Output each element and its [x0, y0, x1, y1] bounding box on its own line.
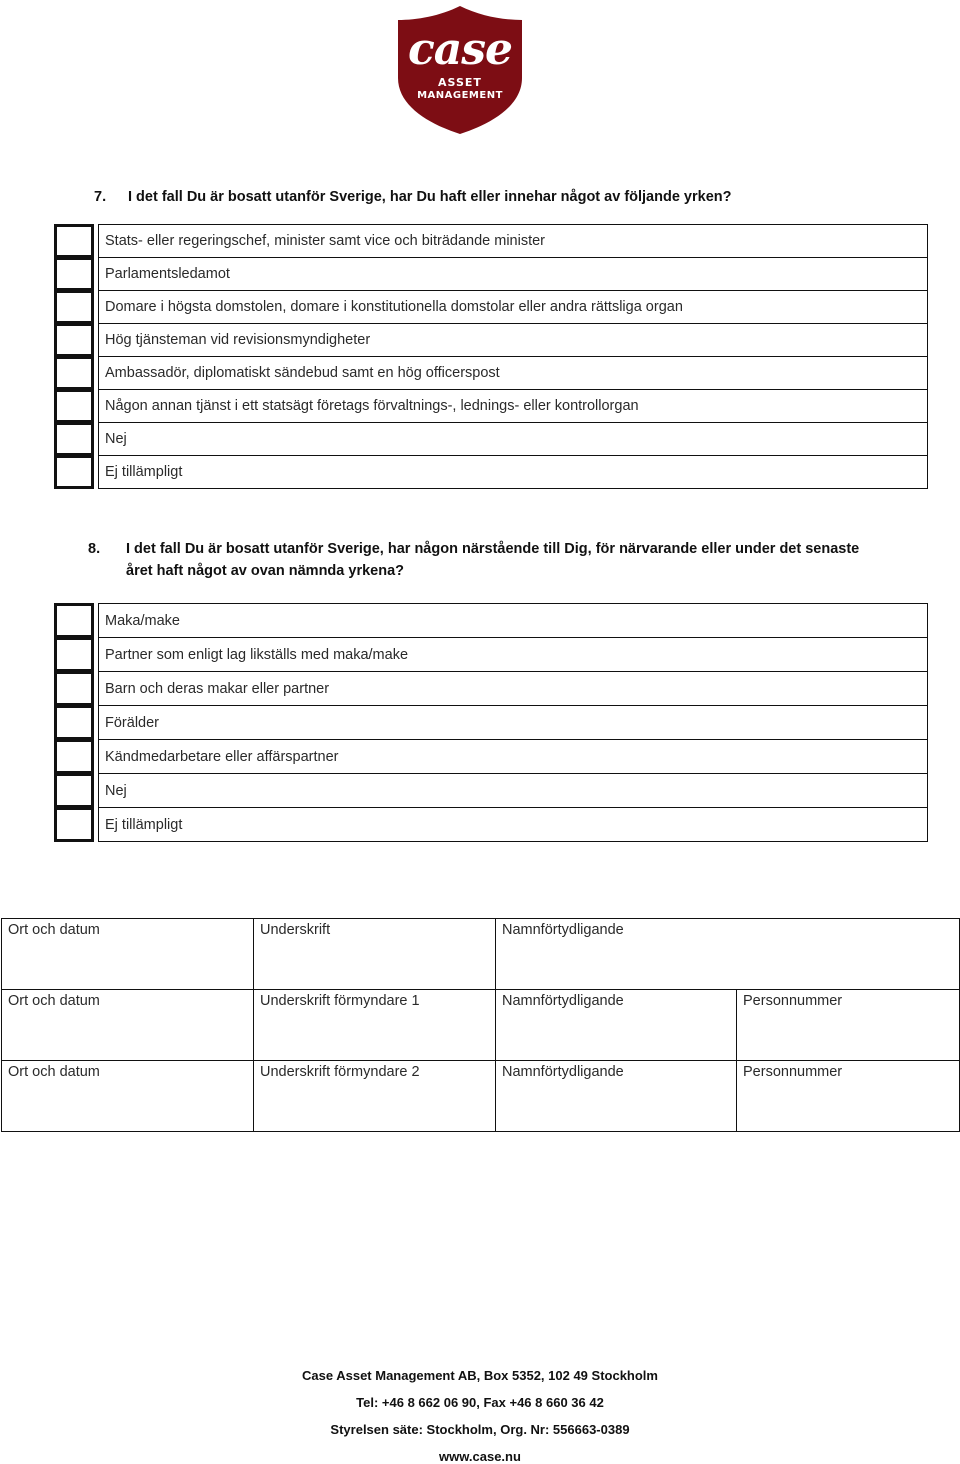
- checkbox-option[interactable]: [54, 603, 928, 638]
- checkbox[interactable]: [54, 637, 94, 672]
- checkbox-option[interactable]: [54, 637, 928, 672]
- checkbox[interactable]: [54, 290, 94, 324]
- footer-registration: Styrelsen säte: Stockholm, Org. Nr: 556663-0389: [330, 1422, 630, 1437]
- checkbox-option[interactable]: [54, 224, 928, 258]
- checkbox[interactable]: [54, 224, 94, 258]
- question-text-line2: året haft något av ovan nämnda yrkena?: [126, 563, 404, 579]
- checkbox-option[interactable]: [54, 773, 928, 808]
- checkbox[interactable]: [54, 323, 94, 357]
- signature-field[interactable]: Namnförtydligande: [496, 919, 960, 990]
- signature-field[interactable]: Namnförtydligande: [496, 1061, 737, 1132]
- checkbox-label: Domare i högsta domstolen, domare i konstitutionella domstolar eller andra rättsliga organ: [98, 290, 928, 324]
- checkbox-option[interactable]: [54, 356, 928, 390]
- signature-row: [2, 919, 960, 990]
- checkbox-label: Barn och deras makar eller partner: [98, 671, 928, 706]
- checkbox[interactable]: [54, 455, 94, 489]
- checkbox-label: Maka/make: [98, 603, 928, 638]
- logo-brand-text: case: [407, 24, 513, 75]
- checkbox-label: Ej tillämpligt: [98, 807, 928, 842]
- logo-line1: ASSET: [438, 76, 482, 89]
- checkbox-option[interactable]: [54, 290, 928, 324]
- checkbox-option[interactable]: [54, 455, 928, 489]
- signature-field[interactable]: Namnförtydligande: [496, 990, 737, 1061]
- checkbox-option[interactable]: [54, 671, 928, 706]
- checkbox[interactable]: [54, 705, 94, 740]
- checkbox[interactable]: [54, 356, 94, 390]
- checkbox[interactable]: [54, 739, 94, 774]
- checkbox[interactable]: [54, 422, 94, 456]
- checkbox-option[interactable]: [54, 705, 928, 740]
- signature-row: [2, 990, 960, 1061]
- footer-website[interactable]: www.case.nu: [439, 1449, 521, 1464]
- question-number: 8.: [88, 541, 101, 557]
- checkbox[interactable]: [54, 671, 94, 706]
- checkbox-label: Partner som enligt lag likställs med maka/make: [98, 637, 928, 672]
- checkbox[interactable]: [54, 257, 94, 291]
- logo-line2: MANAGEMENT: [417, 90, 503, 101]
- checkbox-label: Hög tjänsteman vid revisionsmyndigheter: [98, 323, 928, 357]
- checkbox-option[interactable]: [54, 807, 928, 842]
- signature-field[interactable]: Ort och datum: [2, 990, 254, 1061]
- checkbox-label: Nej: [98, 422, 928, 456]
- signature-field[interactable]: Underskrift förmyndare 1: [254, 990, 496, 1061]
- checkbox-label: Ej tillämpligt: [98, 455, 928, 489]
- checkbox[interactable]: [54, 773, 94, 808]
- checkbox-label: Nej: [98, 773, 928, 808]
- checkbox-option[interactable]: [54, 257, 928, 291]
- checkbox-label: Kändmedarbetare eller affärspartner: [98, 739, 928, 774]
- signature-row: [2, 1061, 960, 1132]
- signature-table: [1, 918, 960, 1132]
- checkbox-option[interactable]: [54, 323, 928, 357]
- checkbox-label: Parlamentsledamot: [98, 257, 928, 291]
- signature-field[interactable]: Ort och datum: [2, 919, 254, 990]
- footer-address: Case Asset Management AB, Box 5352, 102 49 Stockholm: [302, 1368, 658, 1383]
- checkbox[interactable]: [54, 807, 94, 842]
- checkbox-option[interactable]: [54, 422, 928, 456]
- signature-field[interactable]: Underskrift: [254, 919, 496, 990]
- signature-field[interactable]: Personnummer: [737, 990, 960, 1061]
- checkbox[interactable]: [54, 603, 94, 638]
- checkbox-label: Ambassadör, diplomatiskt sändebud samt en hög officerspost: [98, 356, 928, 390]
- question-7: [94, 186, 731, 208]
- question-text: I det fall Du är bosatt utanför Sverige, har Du haft eller innehar något av följande yrken?: [128, 189, 732, 205]
- case-asset-management-logo: [395, 4, 525, 136]
- checkbox-option[interactable]: [54, 389, 928, 423]
- signature-field[interactable]: Personnummer: [737, 1061, 960, 1132]
- checkbox-option[interactable]: [54, 739, 928, 774]
- question-number: 7.: [94, 189, 107, 205]
- checkbox-label: Någon annan tjänst i ett statsägt företags förvaltnings-, lednings- eller kontrollorgan: [98, 389, 928, 423]
- question-text-line1: I det fall Du är bosatt utanför Sverige, har någon närstående till Dig, för närvarande eller under det senaste: [126, 541, 860, 557]
- footer-phone: Tel: +46 8 662 06 90, Fax +46 8 660 36 42: [356, 1395, 604, 1410]
- signature-field[interactable]: Underskrift förmyndare 2: [254, 1061, 496, 1132]
- signature-field[interactable]: Ort och datum: [2, 1061, 254, 1132]
- checkbox-label: Stats- eller regeringschef, minister samt vice och biträdande minister: [98, 224, 928, 258]
- checkbox-label: Förälder: [98, 705, 928, 740]
- checkbox[interactable]: [54, 389, 94, 423]
